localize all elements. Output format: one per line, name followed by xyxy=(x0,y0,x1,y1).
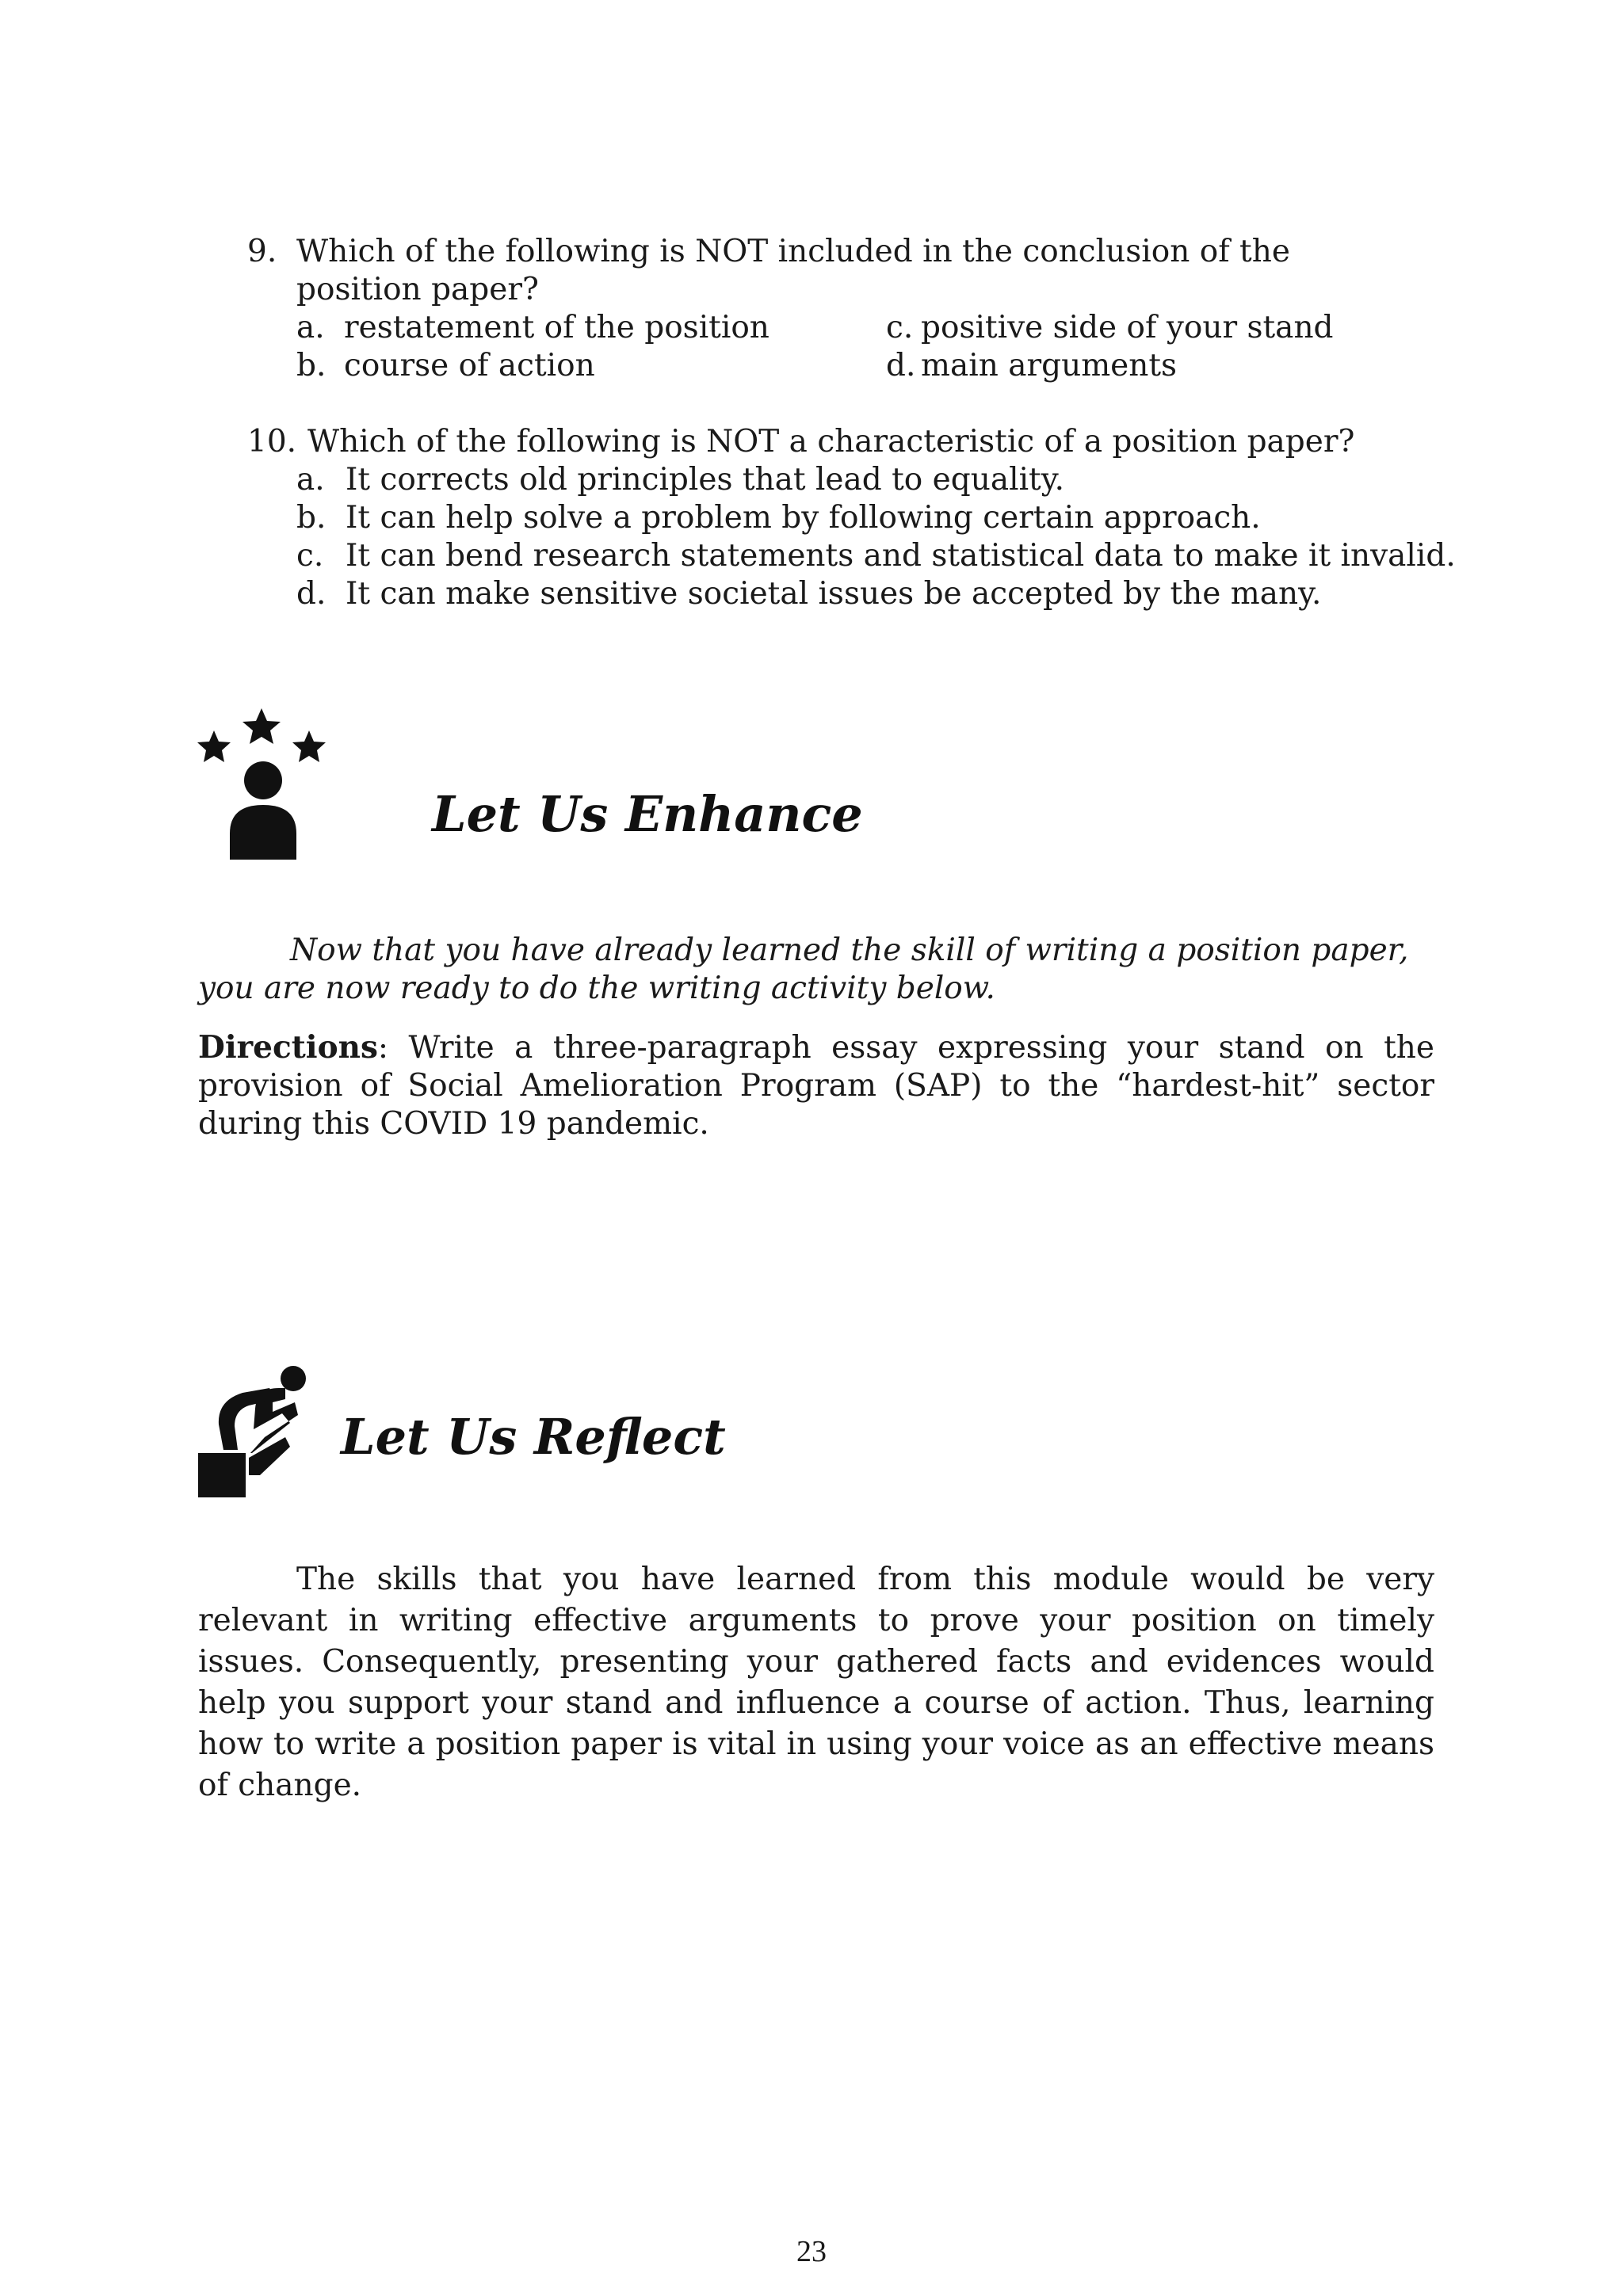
question-number: 10. xyxy=(247,424,297,460)
question-number: 9. xyxy=(247,234,277,269)
option-letter: d. xyxy=(886,348,916,383)
directions-text: : Write a three-paragraph essay expressing your stand on the provision of Social Amelioration Program (SAP) to the “hardest-hit” sector during this COVID 19 pandemic. xyxy=(198,1030,1434,1142)
option-letter: c. xyxy=(886,310,914,345)
directions-paragraph xyxy=(198,1028,1434,1143)
option-text: It can make sensitive societal issues be accepted by the many. xyxy=(346,576,1322,612)
reflect-text: The skills that you have learned from this module would be very relevant in writing effective arguments to prove your position on timely issues. Consequently, presenting your gathered facts and evidences would help you support your stand and influence a course of action. Thus, learning how to write a position paper is vital in using your voice as an effective means of change. xyxy=(198,1562,1434,1803)
question-text: position paper? xyxy=(296,272,539,307)
directions-label: Directions xyxy=(198,1029,378,1066)
section-title-reflect: Let Us Reflect xyxy=(341,1408,726,1466)
page-number: 23 xyxy=(796,2235,827,2268)
thinking-person-icon xyxy=(197,1364,315,1507)
option-text: It corrects old principles that lead to equality. xyxy=(346,462,1064,498)
option-letter: b. xyxy=(296,500,327,536)
option-text: It can help solve a problem by following certain approach. xyxy=(346,500,1261,536)
option-letter: d. xyxy=(296,576,327,612)
option-text: It can bend research statements and statistical data to make it invalid. xyxy=(346,538,1456,574)
question-text: Which of the following is NOT included in the conclusion of the xyxy=(296,234,1290,269)
person-with-stars-icon xyxy=(190,705,333,864)
option-text: positive side of your stand xyxy=(921,310,1334,345)
question-text: Which of the following is NOT a characteristic of a position paper? xyxy=(307,424,1355,460)
enhance-intro-line: you are now ready to do the writing activity below. xyxy=(198,971,995,1006)
option-text: course of action xyxy=(344,348,595,383)
option-letter: b. xyxy=(296,348,327,383)
enhance-intro-line: Now that you have already learned the skill of writing a position paper, xyxy=(290,933,1409,968)
reflect-paragraph xyxy=(198,1559,1434,1806)
option-letter: c. xyxy=(296,538,324,574)
option-text: restatement of the position xyxy=(344,310,769,345)
option-text: main arguments xyxy=(921,348,1178,383)
option-letter: a. xyxy=(296,462,325,498)
section-title-enhance: Let Us Enhance xyxy=(432,785,863,843)
option-letter: a. xyxy=(296,310,325,345)
